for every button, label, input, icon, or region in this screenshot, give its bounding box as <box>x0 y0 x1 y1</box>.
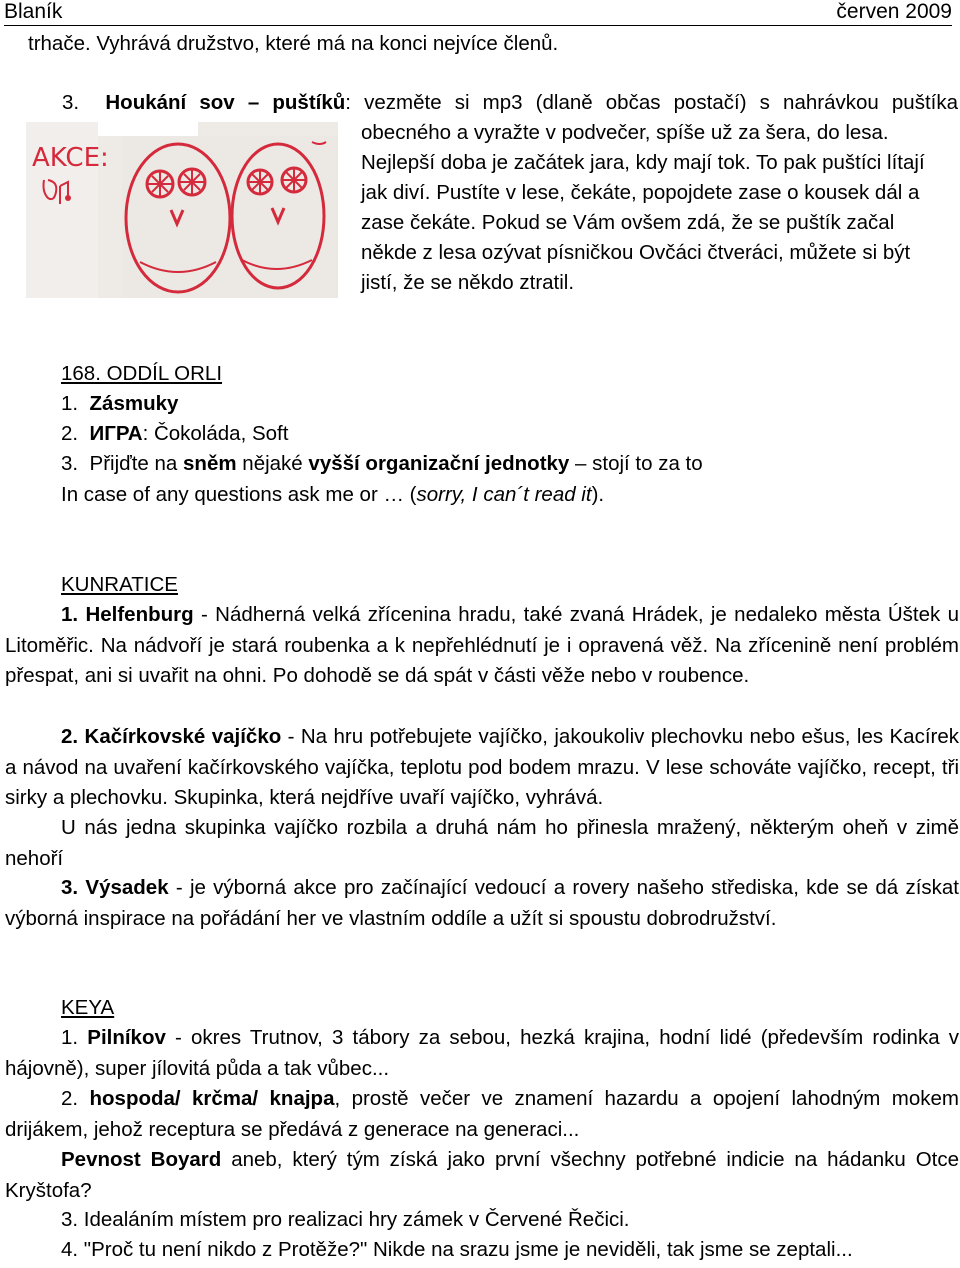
section-heading-kunratice: KUNRATICE <box>61 573 178 596</box>
orli-question-line: In case of any questions ask me or … (sorry, I can´t read it). <box>61 483 605 506</box>
owl-item-line7: jistí, že se někdo ztratil. <box>361 271 575 294</box>
owl-item-line3: Nejlepší doba je začátek jara, kdy mají tok. To pak puštíci lítají <box>361 151 925 174</box>
keya-paragraph-1: 1. Pilníkov - okres Trutnov, 3 tábory za sebou, hezká krajina, hodní lidé (především rodinka v hájovně), super jílovitá půda a tak vůbec... <box>5 1026 960 1080</box>
kunratice-paragraph-1: 1. Helfenburg - Nádherná velká zřícenina hradu, také zvaná Hrádek, je nedaleko města Úštek u Litoměřic. Na nádvoří je stará roubenka a k nepřehlédnutí je i opravená věž. Na zřícenině není problém přespat, ani si uvařit na ohni. Po dohodě se dá spát v části věže nebo v roubence. <box>5 603 959 687</box>
header-date: červen 2009 <box>836 0 952 23</box>
owl-item-line4: jak diví. Pustíte v lese, čekáte, popojdete zase o kousek dál a <box>361 181 920 204</box>
orli-item-2: 2. ИГРА: Čokoláda, Soft <box>61 422 289 445</box>
kunratice-paragraph-2: 2. Kačírkovské vajíčko - Na hru potřebujete vajíčko, jakoukoliv plechovku nebo ešus, les Kacírek a návod na uvaření kačírkovského vajíčka, teplotu pod bodem mrazu. V lese schováte vajíčko, recept, tři sirky a plechovku. Skupinka, která nejdříve uvaří vajíčko, vyhrává. <box>5 725 959 809</box>
keya-paragraph-3: 3. Idealáním místem pro realizaci hry zámek v Červené Řečici. <box>61 1208 630 1231</box>
section-heading-orli: 168. ODDÍL ORLI <box>61 362 223 385</box>
owl-item-title-b: puštíků <box>272 91 346 114</box>
owl-item-line2: obecného a vyražte v podvečer, spíše už za šera, do lesa. <box>361 121 889 144</box>
orli-item-3: 3. Přijďte na sněm nějaké vyšší organizační jednotky – stojí to za to <box>61 452 703 475</box>
owl-item-dash: – <box>247 91 260 114</box>
kunratice-paragraph-3: 3. Výsadek - je výborná akce pro začínající vedoucí a rovery našeho střediska, kde se dá získat výborná inspirace na pořádání her ve vlastním oddíle a užít si spoustu dobrodružství. <box>5 876 960 930</box>
kunratice-paragraph-2b: U nás jedna skupinka vajíčko rozbila a druhá nám ho přinesla mražený, některým oheň v zimě nehoří <box>5 816 959 870</box>
owl-item-line1: 3. Houkání sov – puštíků: vezměte si mp3 (dlaně občas postačí) s nahrávkou puštíka <box>62 91 958 114</box>
owl-sketch-caption: AKCE: <box>32 143 109 173</box>
orli-item-1: 1. Zásmuky <box>61 392 179 415</box>
owl-item-line6: někde z lesa ozývat písničkou Ovčáci čtveráci, můžete si být <box>361 241 911 264</box>
owl-item-title-a: Houkání sov <box>105 91 235 114</box>
keya-paragraph-2: 2. hospoda/ krčma/ knajpa, prostě večer ve znamení hazardu a opojení lahodným mokem drijákem, jehož receptura se předává z generace na generaci... <box>5 1087 959 1141</box>
intro-line: trhače. Vyhrává družstvo, které má na konci nejvíce členů. <box>28 32 559 55</box>
owl-sketch-image <box>26 122 338 298</box>
owl-item-line5: zase čekáte. Pokud se Vám ovšem zdá, že se puštík začal <box>361 211 895 234</box>
keya-paragraph-2b: Pevnost Boyard aneb, který tým získá jako první všechny potřebné indicie na hádanku Otce Kryštofa? <box>5 1148 959 1202</box>
page-header <box>4 0 952 26</box>
keya-paragraph-4: 4. "Proč tu není nikdo z Protěže?" Nikde na srazu jsme je neviděli, tak jsme se zeptali... <box>61 1238 853 1261</box>
header-title: Blaník <box>4 0 63 23</box>
section-heading-keya: KEYA <box>61 996 115 1019</box>
